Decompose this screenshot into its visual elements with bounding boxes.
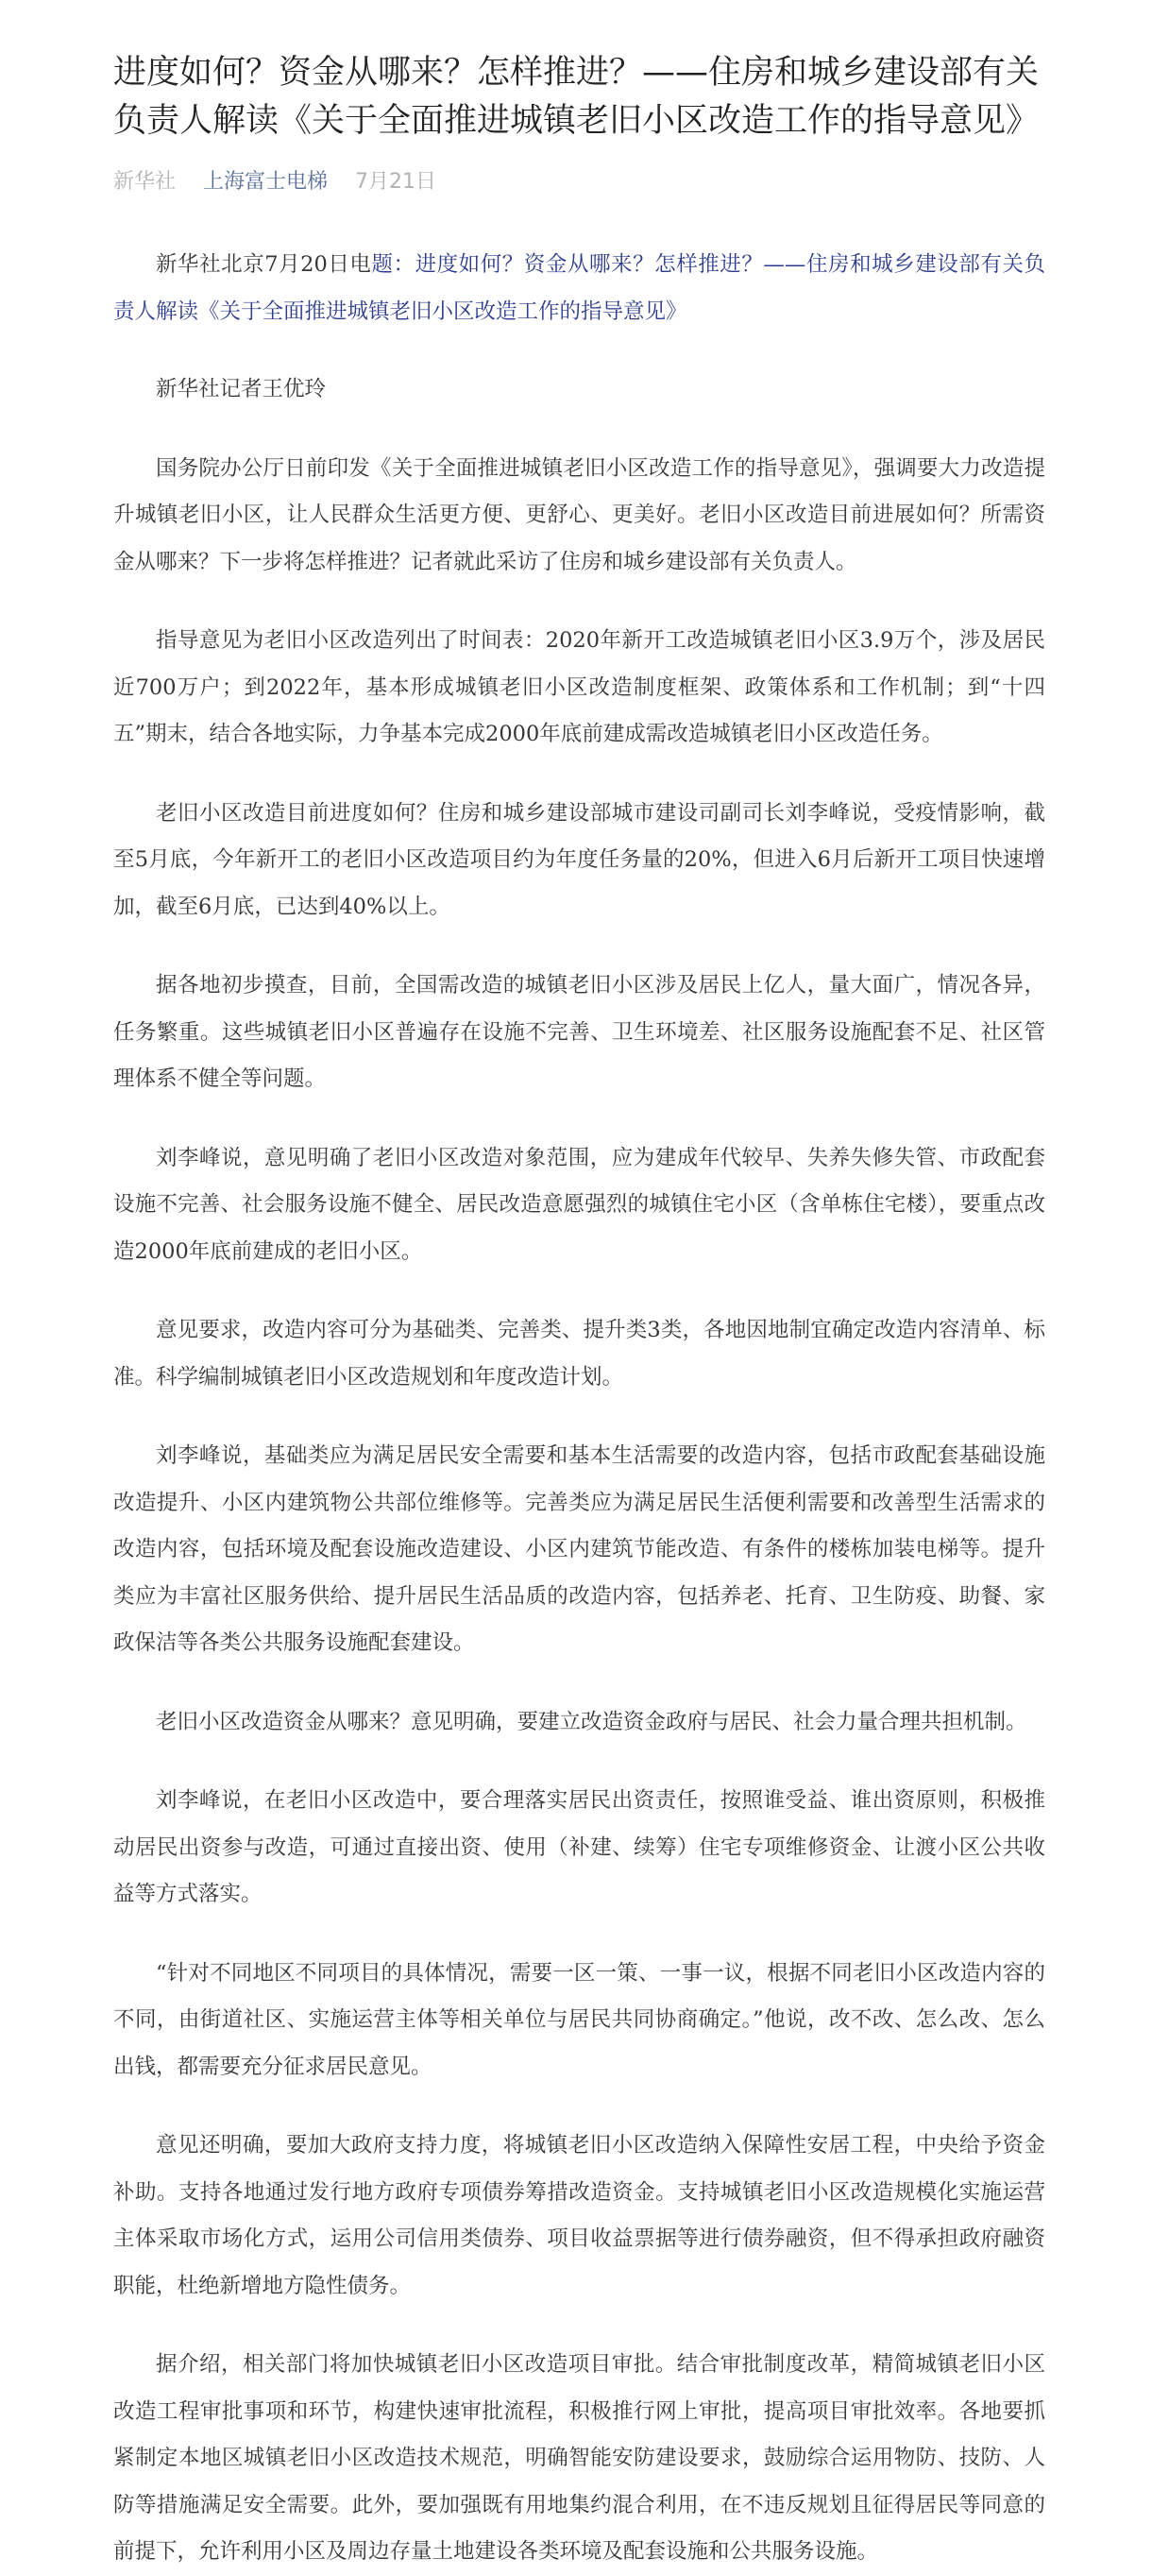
body-paragraph: 刘李峰说，在老旧小区改造中，要合理落实居民出资责任，按照谁受益、谁出资原则，积极推动居民出资参与改造，可通过直接出资、使用（补建、续筹）住宅专项维修资金、让渡小区公共收益等方式落实。 <box>113 1788 1045 1906</box>
body-paragraph: 据介绍，相关部门将加快城镇老旧小区改造项目审批。结合审批制度改革，精简城镇老旧小区改造工程审批事项和环节，构建快速审批流程，积极推行网上审批，提高项目审批效率。各地要抓紧制定本地区城镇老旧小区改造技术规范，明确智能安防建设要求，鼓励综合运用物防、技防、人防等措施满足安全需要。此外，要加强既有用地集约混合利用，在不违反规划且征得居民等同意的前提下，允许利用小区及周边存量土地建设各类环境及配套设施和公共服务设施。 <box>113 2352 1045 2564</box>
publish-date: 7月21日 <box>355 170 437 194</box>
body-paragraph: 意见要求，改造内容可分为基础类、完善类、提升类3类，各地因地制宜确定改造内容清单、标准。科学编制城镇老旧小区改造规划和年度改造计划。 <box>113 1318 1045 1390</box>
body-paragraph: 刘李峰说，意见明确了老旧小区改造对象范围，应为建成年代较早、失养失修失管、市政配套设施不完善、社会服务设施不健全、居民改造意愿强烈的城镇住宅小区（含单栋住宅楼），要重点改造2000年底前建成的老旧小区。 <box>113 1145 1045 1264</box>
source-label: 新华社 <box>113 170 177 194</box>
body-paragraph: “针对不同地区不同项目的具体情况，需要一区一策、一事一议，根据不同老旧小区改造内容的不同，由街道社区、实施运营主体等相关单位与居民共同协商确定。”他说，改不改、怎么改、怎么出钱，都需要充分征求居民意见。 <box>113 1960 1045 2079</box>
lead-paragraph <box>113 242 1045 335</box>
article-body <box>113 242 1045 2576</box>
body-paragraph: 意见还明确，要加大政府支持力度，将城镇老旧小区改造纳入保障性安居工程，中央给予资金补助。支持各地通过发行地方政府专项债券筹措改造资金。支持城镇老旧小区改造规模化实施运营主体采取市场化方式，运用公司信用类债券、项目收益票据等进行债券融资，但不得承担政府融资职能，杜绝新增地方隐性债务。 <box>113 2133 1045 2298</box>
lead-headline: 题：进度如何？资金从哪来？怎样推进？——住房和城乡建设部有关负责人解读《关于全面推进城镇老旧小区改造工作的指导意见》 <box>113 252 1045 324</box>
byline: 新华社记者王优玲 <box>156 377 327 401</box>
body-paragraph: 刘李峰说，基础类应为满足居民安全需要和基本生活需要的改造内容，包括市政配套基础设施改造提升、小区内建筑物公共部位维修等。完善类应为满足居民生活便利需要和改善型生活需求的改造内容，包括环境及配套设施改造建设、小区内建筑节能改造、有条件的楼栋加装电梯等。提升类应为丰富社区服务供给、提升居民生活品质的改造内容，包括养老、托育、卫生防疫、助餐、家政保洁等各类公共服务设施配套建设。 <box>113 1443 1045 1655</box>
account-link[interactable]: 上海富士电梯 <box>203 170 329 194</box>
lead-prefix: 新华社北京7月20日电 <box>156 252 372 277</box>
body-paragraph: 老旧小区改造资金从哪来？意见明确，要建立改造资金政府与居民、社会力量合理共担机制。 <box>156 1709 1027 1734</box>
body-paragraph: 老旧小区改造目前进度如何？住房和城乡建设部城市建设司副司长刘李峰说，受疫情影响，截至5月底，今年新开工的老旧小区改造项目约为年度任务量的20%，但进入6月后新开工项目快速增加，截至6月底，已达到40%以上。 <box>113 800 1045 919</box>
body-paragraph: 国务院办公厅日前印发《关于全面推进城镇老旧小区改造工作的指导意见》，强调要大力改造提升城镇老旧小区，让人民群众生活更方便、更舒心、更美好。老旧小区改造目前进展如何？所需资金从哪来？下一步将怎样推进？记者就此采访了住房和城乡建设部有关负责人。 <box>113 455 1045 574</box>
article-title: 进度如何？资金从哪来？怎样推进？——住房和城乡建设部有关负责人解读《关于全面推进城镇老旧小区改造工作的指导意见》 <box>113 54 1040 140</box>
body-paragraph: 指导意见为老旧小区改造列出了时间表：2020年新开工改造城镇老旧小区3.9万个，涉及居民近700万户；到2022年，基本形成城镇老旧小区改造制度框架、政策体系和工作机制；到“十四五”期末，结合各地实际，力争基本完成2000年底前建成需改造城镇老旧小区改造任务。 <box>113 628 1045 746</box>
body-paragraph: 据各地初步摸查，目前，全国需改造的城镇老旧小区涉及居民上亿人，量大面广，情况各异，任务繁重。这些城镇老旧小区普遍存在设施不完善、卫生环境差、社区服务设施配套不足、社区管理体系不健全等问题。 <box>113 973 1045 1091</box>
article-meta <box>113 168 1045 196</box>
